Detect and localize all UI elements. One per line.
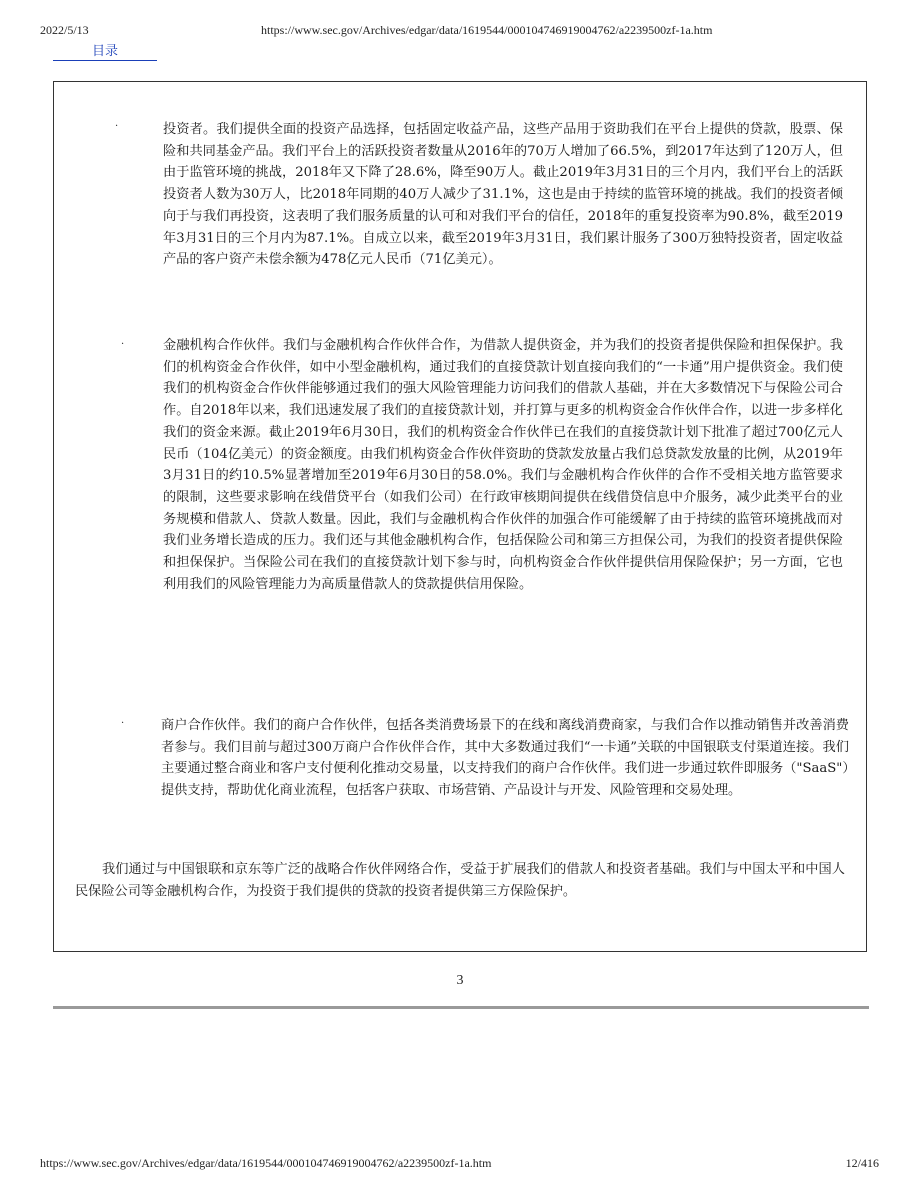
print-date: 2022/5/13 [40,23,89,37]
table-of-contents-link[interactable]: 目录 [53,44,157,61]
footer-page-count: 12/416 [845,1156,879,1170]
page-divider [53,1006,869,1009]
bullet-icon: · [121,718,125,729]
footer-url: https://www.sec.gov/Archives/edgar/data/1619544/000104746919004762/a2239500zf-1a.htm [40,1156,492,1170]
bullet-icon: · [121,339,125,350]
paragraph-financial-institutions: 金融机构合作伙伴。我们与金融机构合作伙伴合作，为借款人提供资金，并为我们的投资者提供保险和担保保护。我们的机构资金合作伙伴，如中小型金融机构，通过我们的直接贷款计划直接向我们的“一卡通”用户提供资金。我们使我们的机构资金合作伙伴能够通过我们的强大风险管理能力访问我们的借款人基础，并在大多数情况下与保险公司合作。自2018年以来，我们迅速发展了我们的直接贷款计划，并打算与更多的机构资金合作伙伴合作，以进一步多样化我们的资金来源。截止2019年6月30日，我们的机构资金合作伙伴已在我们的直接贷款计划下批准了超过700亿元人民币（104亿美元）的资金额度。由我们机构资金合作伙伴资助的贷款发放量占我们总贷款发放量的比例，从2019年3月31日的约10.5%显著增加至2019年6月30日的58.0%。我们与金融机构合作伙伴的合作不受相关地方监管要求的限制，这些要求影响在线借贷平台（如我们公司）在行政审核期间提供在线借贷信息中介服务，减少此类平台的业务规模和借款人、贷款人数量。因此，我们与金融机构合作伙伴的加强合作可能缓解了由于持续的监管环境挑战而对我们业务增长造成的压力。我们还与其他金融机构合作，包括保险公司和第三方担保公司，为我们的投资者提供保险和担保保护。当保险公司在我们的直接贷款计划下参与时，向机构资金合作伙伴提供信用保险保护；另一方面，它也利用我们的风险管理能力为高质量借款人的贷款提供信用保险。 [163,338,843,592]
paragraph-strategic-partners: 我们通过与中国银联和京东等广泛的战略合作伙伴网络合作，受益于扩展我们的借款人和投资者基础。我们与中国太平和中国人民保险公司等金融机构合作，为投资于我们提供的贷款的投资者提供第三方保险保护。 [75,862,845,899]
header-url: https://www.sec.gov/Archives/edgar/data/1619544/000104746919004762/a2239500zf-1a.htm [261,23,713,37]
paragraph-merchants: 商户合作伙伴。我们的商户合作伙伴，包括各类消费场景下的在线和离线消费商家，与我们合作以推动销售并改善消费者参与。我们目前与超过300万商户合作伙伴合作，其中大多数通过我们“一卡通”关联的中国银联支付渠道连接。我们主要通过整合商业和客户支付便利化推动交易量，以支持我们的商户合作伙伴。我们进一步通过软件即服务（"SaaS"）提供支持，帮助优化商业流程，包括客户获取、市场营销、产品设计与开发、风险管理和交易处理。 [161,718,849,799]
paragraph-investors: 投资者。我们提供全面的投资产品选择，包括固定收益产品，这些产品用于资助我们在平台上提供的贷款，股票、保险和共同基金产品。我们平台上的活跃投资者数量从2016年的70万人增加了66.5%，到2017年达到了120万人，但由于监管环境的挑战，2018年又下降了28.6%，降至90万人。截止2019年3月31日的三个月内，我们平台上的活跃投资者人数为30万人，比2018年同期的40万人减少了31.1%，这也是由于持续的监管环境的挑战。我们的投资者倾向于与我们再投资，这表明了我们服务质量的认可和对我们平台的信任，2018年的重复投资率为90.8%，截至2019年3月31日的三个月内为87.1%。自成立以来，截至2019年3月31日，我们累计服务了300万独特投资者，固定收益产品的客户资产未偿余额为478亿元人民币（71亿美元）。 [163,122,843,268]
page-number: 3 [456,973,464,988]
bullet-icon: · [115,121,119,132]
